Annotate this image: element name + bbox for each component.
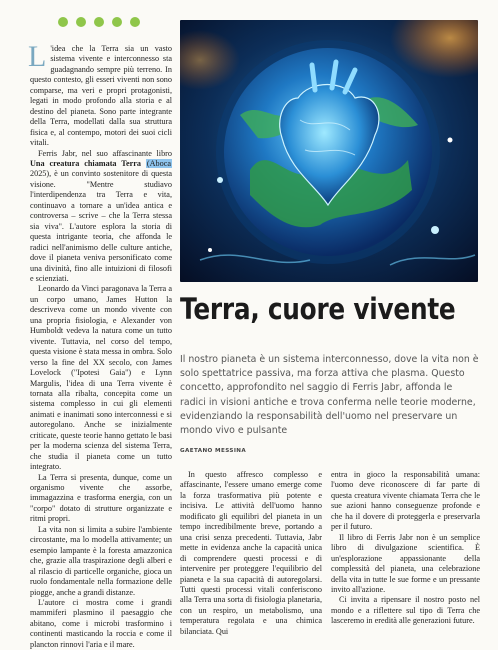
body-column-2 [180, 470, 322, 637]
dot-4 [112, 17, 122, 27]
paragraph-4: La Terra si presenta, dunque, come un organismo vivente che assorbe, immagazzina e trasforma energia, con un "corpo" dotato di strutture organizzate e ritmi propri. [30, 472, 172, 524]
decorative-dots [58, 17, 140, 27]
column-3-paragraph-2: Il libro di Ferris Jabr non è un semplice libro di divulgazione scientifica. È un'esplorazione appassionante della complessità del pianeta, una celebrazione della vita in tutte le sue forme e un pressante invito all'azione. [331, 532, 480, 594]
column-3-paragraph-3: Ci invita a ripensare il nostro posto nel mondo e a riflettere sul tipo di Terra che lasceremo in eredità alle generazioni future. [331, 595, 480, 626]
publisher-highlight: (Aboca [146, 158, 171, 168]
paragraph-5: La vita non si limita a subire l'ambiente circostante, ma lo modella attivamente; un esempio lampante è la foresta amazzonica che, grazie alla traspirazione degli alberi e al rilascio di particelle organiche, gioca un ruolo fondamentale nella formazione delle piogge, anche a grandi distanze. [30, 524, 172, 597]
drop-cap: L [28, 40, 47, 73]
dot-5 [130, 17, 140, 27]
column-2-paragraph: In questo affresco complesso e affascinante, l'essere umano emerge come la forza trasformativa più potente e incisiva. Le attività dell'uomo hanno modificato gli equilibri del pianeta in un tempo incredibilmente breve, portando a una crisi senza precedenti. Tuttavia, Jabr mette in evidenza anche la capacità unica di comprendere questi processi e di intervenire per proteggere l'equilibrio del pianeta e la sua capacità di autoregolarsi. Tutti questi processi vitali conferiscono alla Terra una sorta di fisiologia planetaria, con un respiro, un metabolismo, una temperatura regolata e una chimica bilanciata. Qui [180, 470, 322, 636]
article-subtitle: Il nostro pianeta è un sistema interconnesso, dove la vita non è solo spettatrice passiva, ma forza attiva che plasma. Questo concetto, approfondito nel saggio di Ferris Jabr, affonda le radici in visioni antiche e trova conferma nelle teorie moderne, evidenziando la responsabilità dell'uomo nel preservare un mondo vivo e pulsante [180, 354, 479, 437]
paragraph-2-lead: Ferris Jabr, nel suo affascinante libro [38, 148, 172, 158]
paragraph-1 [28, 40, 172, 149]
left-text-column [28, 40, 172, 650]
dot-2 [76, 17, 86, 27]
earth-heart-illustration [180, 20, 478, 282]
paragraph-2 [30, 149, 172, 285]
paragraph-2-text: 2025), è un convinto sostenitore di questa visione. "Mentre studiavo l'interdipendenza tra Terra e vita, continuavo a tornare a un'idea antica e controversa – scrive – che la Terra stessa sia viva". L'autore esplora la storia di questa intrigante teoria, che affonda le radici nell'animismo delle culture antiche, dove il pianeta veniva personificato come una divinità, fino alle intuizioni di filosofi e scienziati. [30, 169, 172, 283]
paragraph-1-text: 'idea che la Terra sia un vasto sistema vivente e interconnesso sta guadagnando sempre più terreno. In questo contesto, gli esseri viventi non sono comparse, ma veri e propri protagonisti, legati in modo profondo alla storia e al destino del pianeta. Sono parte integrante della Terra, modellati dalla sua struttura fisica e, al contempo, motori dei suoi cicli vitali. [30, 44, 172, 148]
column-3-paragraph-1: entra in gioco la responsabilità umana: l'uomo deve riconoscere di far parte di questa creatura vivente chiamata Terra che le sue azioni hanno conseguenze profonde e che ha il dovere di proteggerla e preservarla per il futuro. [331, 470, 480, 532]
author-byline: GAETANO MESSINA [180, 448, 247, 454]
book-title: Una creatura chiamata Terra [30, 158, 141, 168]
body-column-3 [331, 470, 480, 627]
paragraph-6: L'autore ci mostra come i grandi mammiferi plasmino il paesaggio che abitano, come i microbi trasformino i continenti masticando la roccia e come il plancton rinnovi l'aria e il mare. [30, 598, 172, 649]
article-title: Terra, cuore vivente [180, 292, 456, 326]
paragraph-3: Leonardo da Vinci paragonava la Terra a un corpo umano, James Hutton la descriveva come un mondo vivente con una propria fisiologia, e Alexander von Humboldt vedeva la natura come un tutto vivente. Tuttavia, nel corso del tempo, questa visione è stata messa in ombra. Solo verso la fine del XX secolo, con James Lovelock ("Ipotesi Gaia") e Lynn Margulis, l'idea di una Terra vivente è tornata alla ribalta, concepita come un sistema complesso in cui gli elementi animati e inanimati sono interconnessi e si autoregolano. Anche se inizialmente criticate, queste teorie hanno gettato le basi per la moderna scienza del sistema Terra, che studia il pianeta come un tutto integrato. [30, 284, 172, 472]
dot-1 [58, 17, 68, 27]
earth-heart-icon [180, 20, 478, 282]
dot-3 [94, 17, 104, 27]
